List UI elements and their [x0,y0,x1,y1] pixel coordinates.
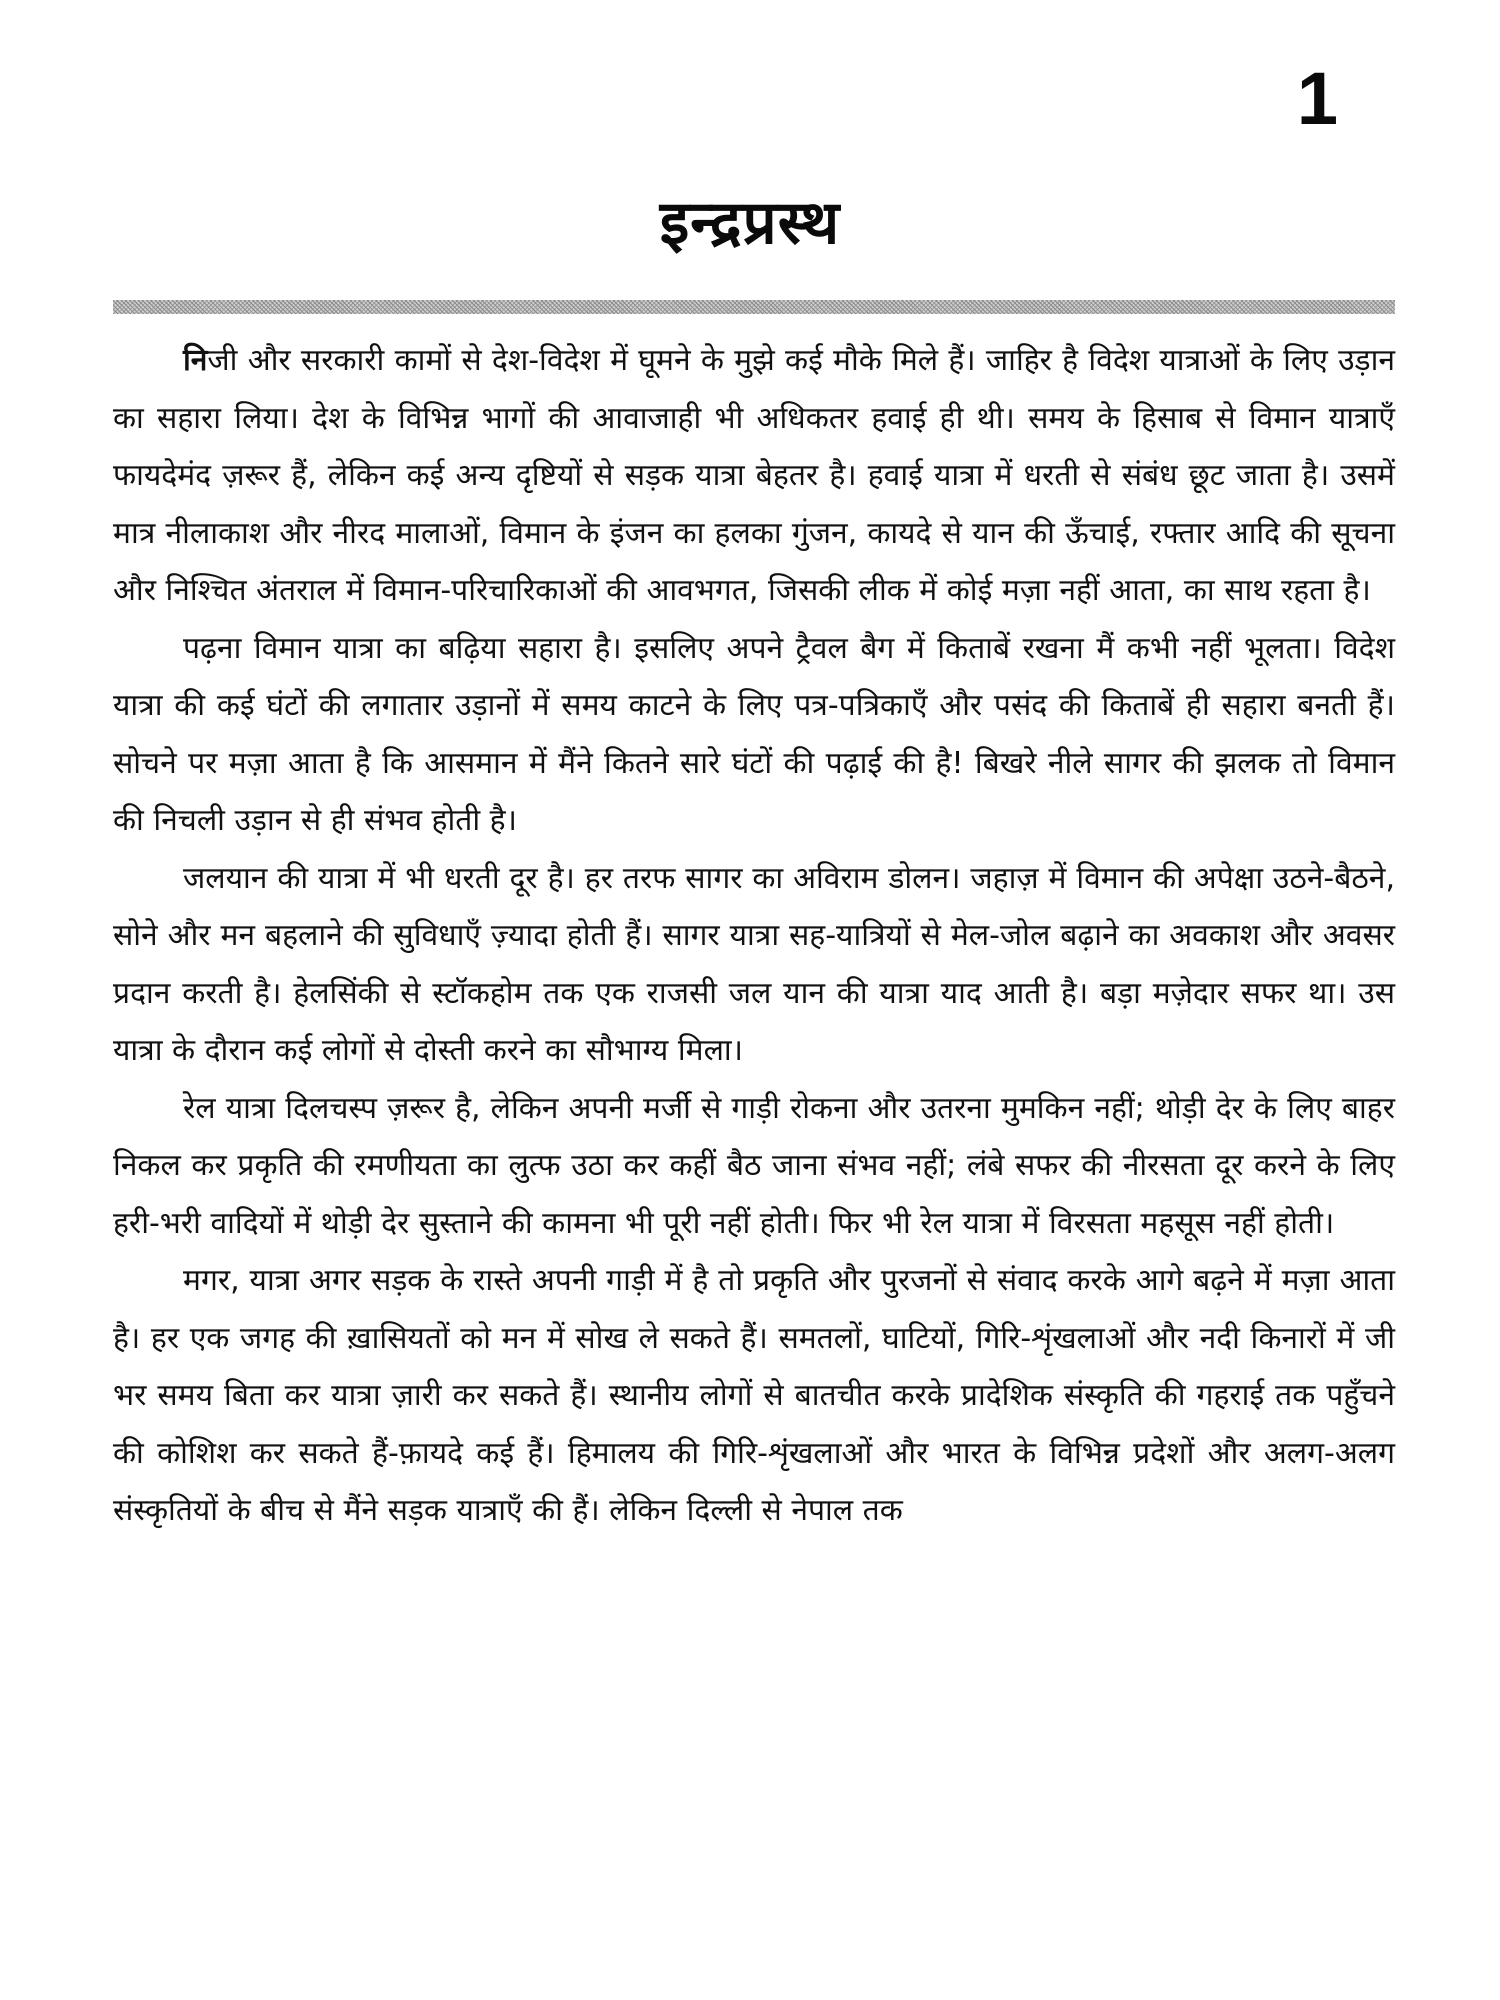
body-text [113,332,1395,1540]
paragraph-5: मगर, यात्रा अगर सड़क के रास्ते अपनी गाड़ी में है तो प्रकृति और पुरजनों से संवाद करके आगे बढ़ने में मज़ा आता है। हर एक जगह की ख़ासियतों को मन में सोख ले सकते हैं। समतलों, घाटियों, गिरि-शृंखलाओं और नदी किनारों में जी भर समय बिता कर यात्रा ज़ारी कर सकते हैं। स्थानीय लोगों से बातचीत करके प्रादेशिक संस्कृति की गहराई तक पहुँचने की कोशिश कर सकते हैं-फ़ायदे कई हैं। हिमालय की गिरि-शृंखलाओं और भारत के विभिन्न प्रदेशों और अलग-अलग संस्कृतियों के बीच से मैंने सड़क यात्राएँ की हैं। लेकिन दिल्ली से नेपाल तक [113,1263,1395,1528]
title-divider [113,300,1395,314]
chapter-number: 1 [1296,57,1338,140]
paragraph-lead-letters: नि [183,343,208,378]
chapter-title: इन्द्रप्रस्थ [659,188,841,258]
paragraph-2: पढ़ना विमान यात्रा का बढ़िया सहारा है। इसलिए अपने ट्रैवल बैग में किताबें रखना मैं कभी नहीं भूलता। विदेश यात्रा की कई घंटों की लगातार उड़ानों में समय काटने के लिए पत्र-पत्रिकाएँ और पसंद की किताबें ही सहारा बनती हैं। सोचने पर मज़ा आता है कि आसमान में मैंने कितने सारे घंटों की पढ़ाई की है! बिखरे नीले सागर की झलक तो विमान की निचली उड़ान से ही संभव होती है। [113,630,1395,838]
paragraph-1-text: जी और सरकारी कामों से देश-विदेश में घूमने के मुझे कई मौके मिले हैं। जाहिर है विदेश यात्राओं के लिए उड़ान का सहारा लिया। देश के विभिन्न भागों की आवाजाही भी अधिकतर हवाई ही थी। समय के हिसाब से विमान यात्राएँ फायदेमंद ज़रूर हैं, लेकिन कई अन्य दृष्टियों से सड़क यात्रा बेहतर है। हवाई यात्रा में धरती से संबंध छूट जाता है। उसमें मात्र नीलाकाश और नीरद मालाओं, विमान के इंजन का हलका गुंजन, कायदे से यान की ऊँचाई, रफ्तार आदि की सूचना और निश्चित अंतराल में विमान-परिचारिकाओं की आवभगत, जिसकी लीक में कोई मज़ा नहीं आता, का साथ रहता है। [113,343,1395,608]
paragraph-4: रेल यात्रा दिलचस्प ज़रूर है, लेकिन अपनी मर्जी से गाड़ी रोकना और उतरना मुमकिन नहीं; थोड़ी देर के लिए बाहर निकल कर प्रकृति की रमणीयता का लुत्फ उठा कर कहीं बैठ जाना संभव नहीं; लंबे सफर की नीरसता दूर करने के लिए हरी-भरी वादियों में थोड़ी देर सुस्ताने की कामना भी पूरी नहीं होती। फिर भी रेल यात्रा में विरसता महसूस नहीं होती। [113,1090,1395,1241]
paragraph-3: जलयान की यात्रा में भी धरती दूर है। हर तरफ सागर का अविराम डोलन। जहाज़ में विमान की अपेक्षा उठने-बैठने, सोने और मन बहलाने की सुविधाएँ ज़्यादा होती हैं। सागर यात्रा सह-यात्रियों से मेल-जोल बढ़ाने का अवकाश और अवसर प्रदान करती है। हेलसिंकी से स्टॉकहोम तक एक राजसी जल यान की यात्रा याद आती है। बड़ा मज़ेदार सफर था। उस यात्रा के दौरान कई लोगों से दोस्ती करने का सौभाग्य मिला। [113,860,1395,1068]
paragraph-1 [113,332,1395,620]
